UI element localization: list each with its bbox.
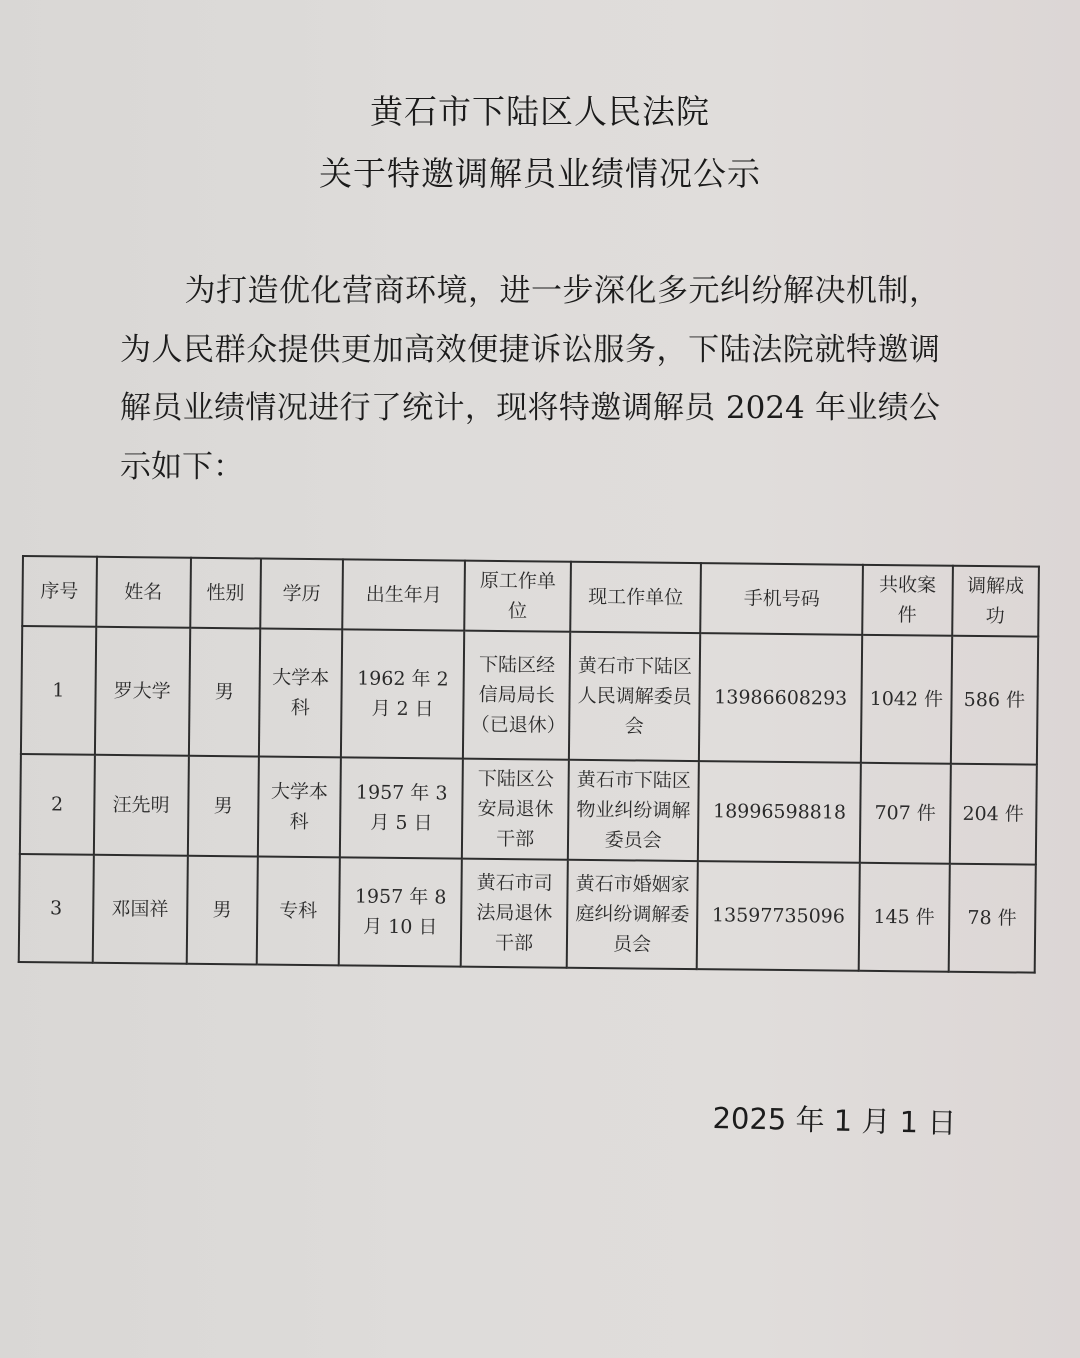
cell-birth: 1957 年 8 月 10 日 [339,857,463,966]
cell-birth: 1962 年 2 月 2 日 [341,629,465,758]
cell-original-unit: 黄石市司法局退休干部 [461,859,568,968]
cell-gender: 男 [186,856,257,965]
cell-phone: 13986608293 [699,633,862,763]
header-name: 姓名 [96,557,191,628]
header-success: 调解成功 [952,566,1039,637]
header-seq: 序号 [22,556,96,627]
cell-phone: 13597735096 [697,861,860,971]
cell-total-cases: 707 件 [860,763,951,864]
header-education: 学历 [260,559,343,630]
header-phone: 手机号码 [701,563,863,635]
cell-education: 大学本科 [259,628,342,757]
cell-seq: 3 [19,854,94,963]
mediator-performance-table [18,555,1040,974]
cell-name: 罗大学 [94,627,190,756]
cell-total-cases: 1042 件 [861,635,952,764]
cell-name: 汪先明 [93,755,188,856]
header-current-unit: 现工作单位 [570,562,701,633]
cell-seq: 2 [20,754,95,855]
cell-success: 204 件 [949,764,1036,865]
cell-education: 大学本科 [258,756,341,857]
document-title-line2: 关于特邀调解员业绩情况公示 [319,154,761,193]
document-title-line1: 黄石市下陆区人民法院 [370,92,710,131]
cell-phone: 18996598818 [698,761,861,863]
cell-success: 586 件 [951,636,1039,765]
cell-original-unit: 下陆区经信局局长（已退休） [463,631,570,760]
intro-text: 为打造优化营商环境，进一步深化多元纠纷解决机制，为人民群众提供更加高效便捷诉讼服务，下陆法院就特邀调解员业绩情况进行了统计，现将特邀调解员 2024 年业绩公示如下： [120,273,940,485]
intro-paragraph [120,262,940,496]
header-original-unit: 原工作单位 [465,561,571,632]
header-gender: 性别 [190,558,261,629]
table-header-row [22,556,1039,637]
cell-current-unit: 黄石市下陆区人民调解委员会 [569,632,701,761]
cell-birth: 1957 年 3 月 5 日 [340,757,463,858]
cell-gender: 男 [189,628,260,757]
table-row [19,854,1036,973]
header-birth: 出生年月 [342,559,465,630]
cell-seq: 1 [21,626,96,755]
cell-original-unit: 下陆区公安局退休干部 [462,759,569,860]
cell-gender: 男 [188,756,259,857]
cell-current-unit: 黄石市下陆区物业纠纷调解委员会 [568,760,700,861]
cell-current-unit: 黄石市婚姻家庭纠纷调解委员会 [567,860,699,969]
cell-success: 78 件 [948,864,1035,973]
header-total-cases: 共收案件 [862,565,952,636]
table-row [21,626,1038,765]
cell-name: 邓国祥 [92,855,187,964]
table-row [20,754,1037,865]
publication-date: 2025 年 1 月 1 日 [712,1100,957,1141]
cell-total-cases: 145 件 [859,863,950,972]
cell-education: 专科 [257,856,340,965]
